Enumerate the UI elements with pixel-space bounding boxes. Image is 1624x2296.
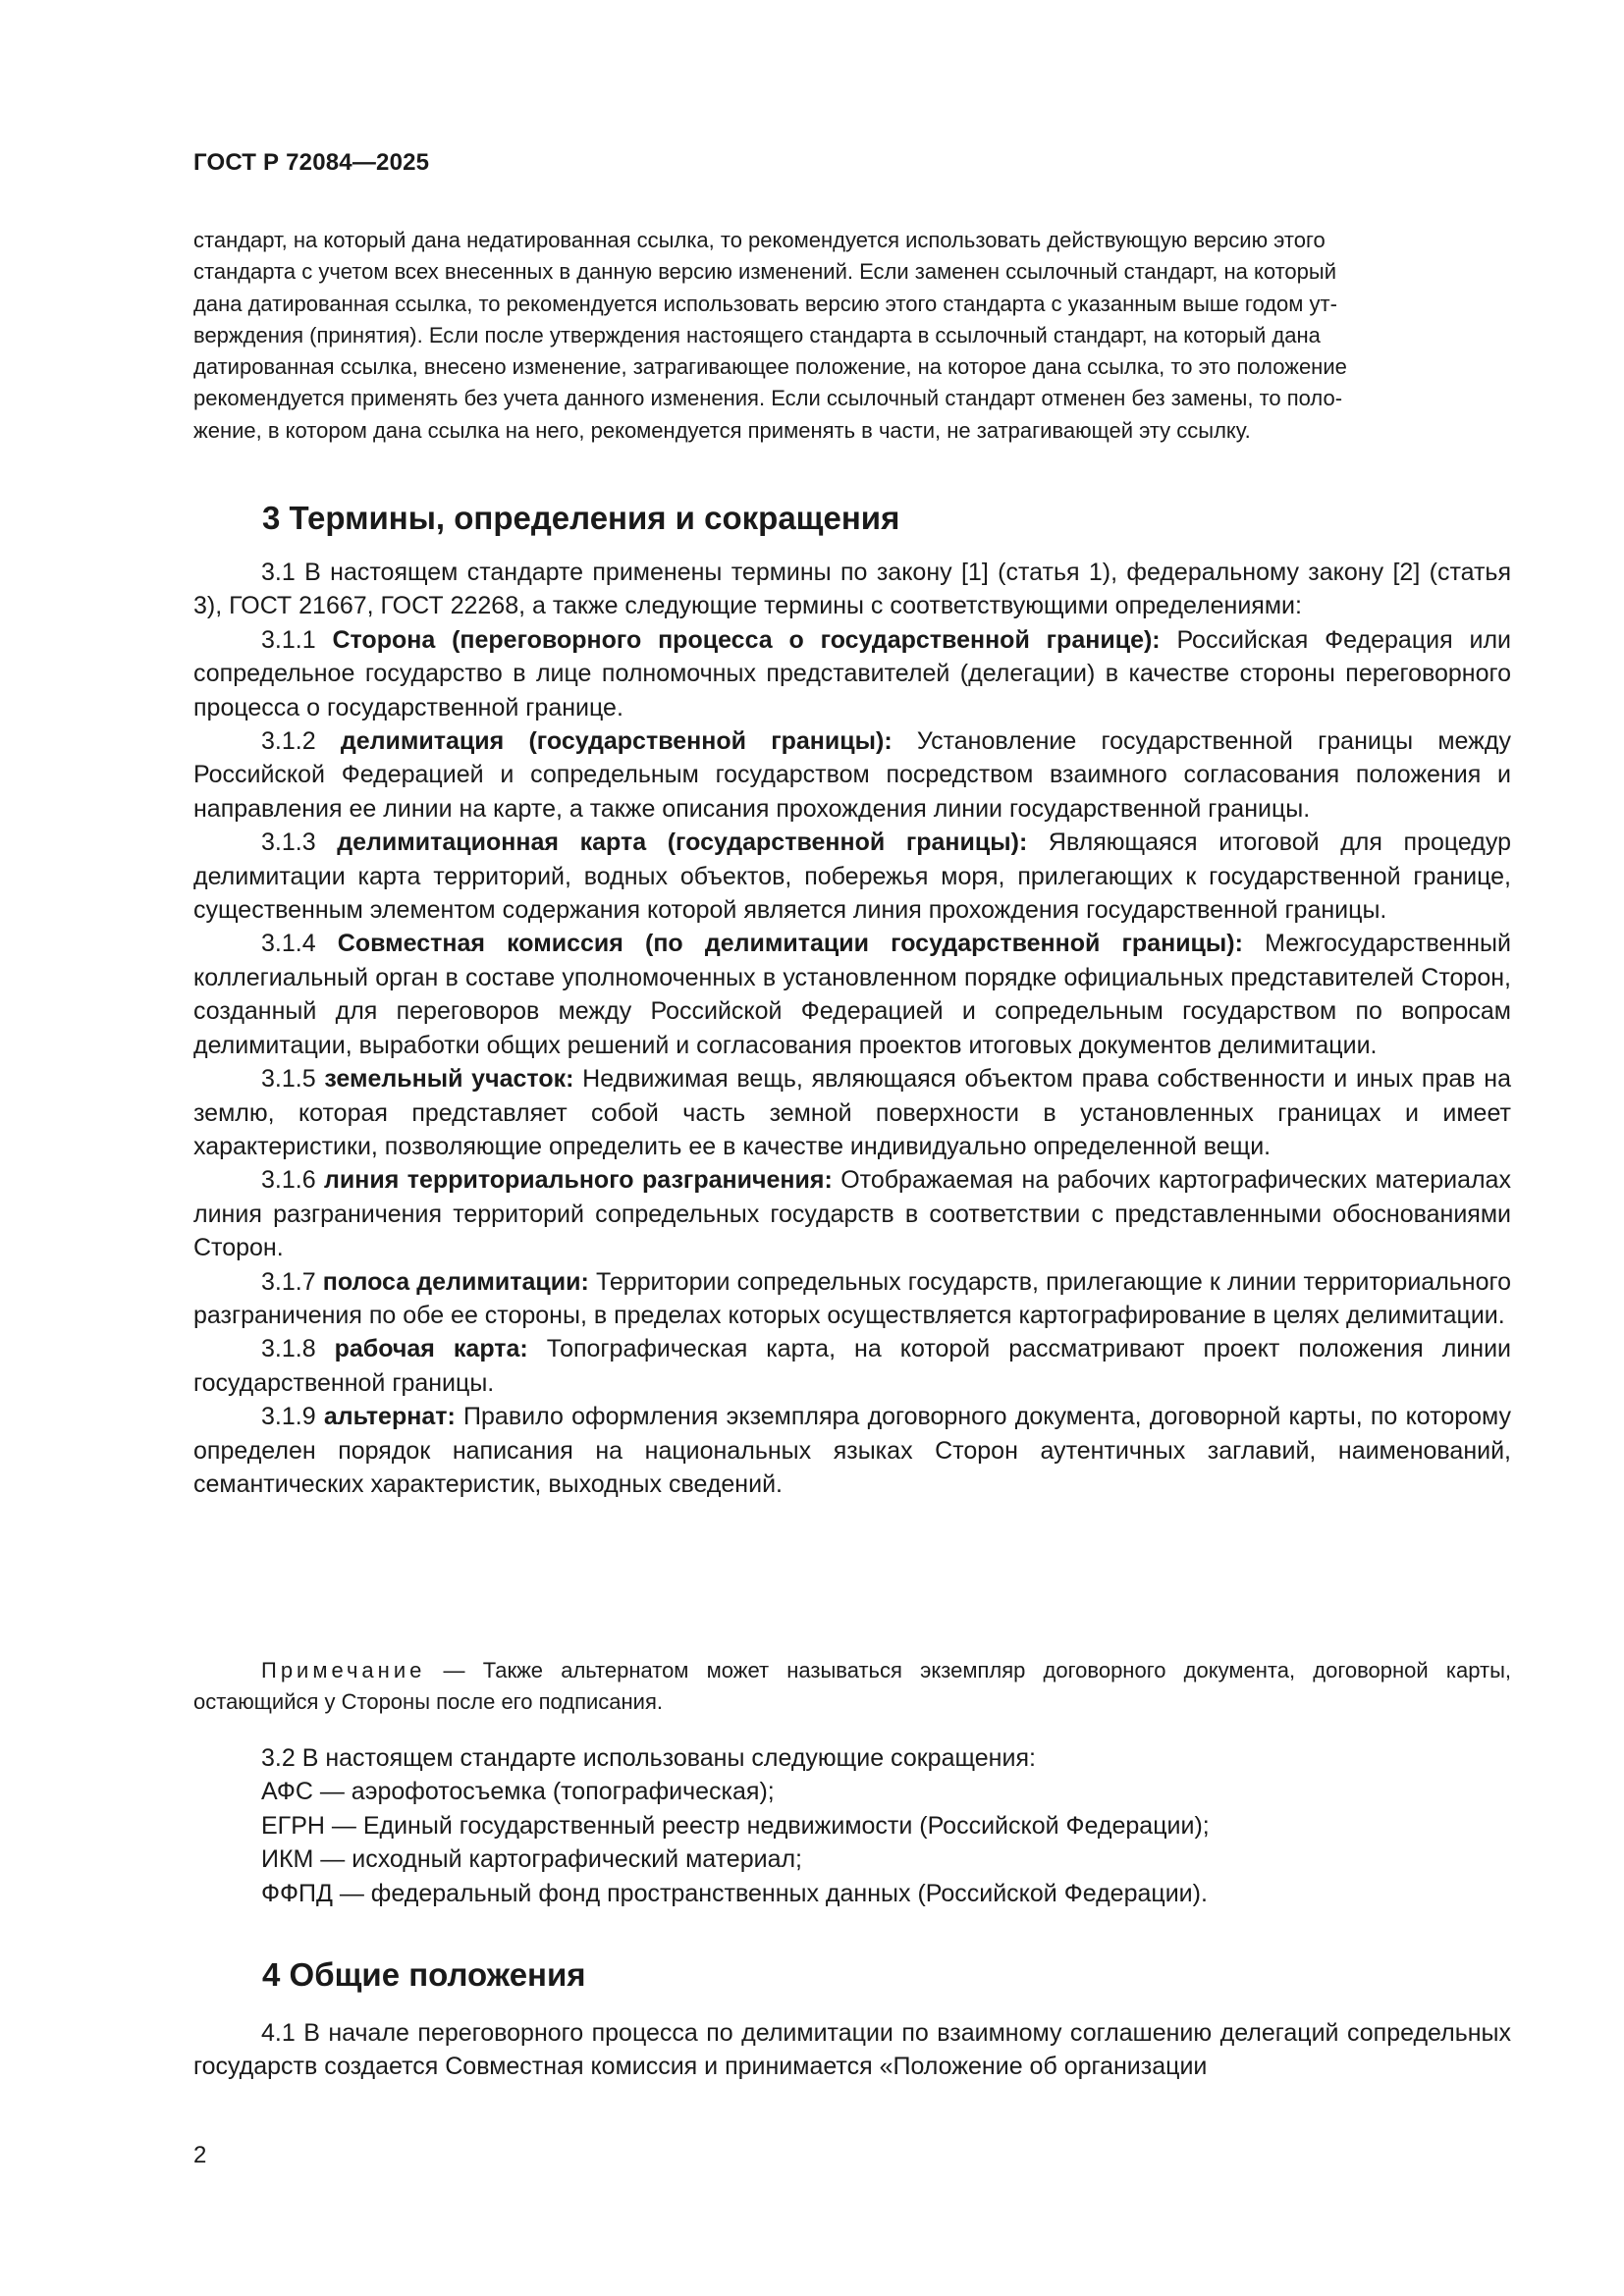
term-definition: Недвижимая вещь, являющаяся объектом права собственности и иных прав на землю, которая представляет собой часть земной поверхности в установленных границах и имеет характеристики, позволяющие определить ее в качестве индивидуально определенной вещи. (193, 1065, 1511, 1160)
term-number: 3.1.2 (261, 727, 341, 756)
term-title: земельный участок: (324, 1065, 574, 1094)
term-title: рабочая карта: (334, 1335, 528, 1363)
abbreviation-item: АФС — аэрофотосъемка (топографическая); (261, 1778, 775, 1806)
paragraph-4-1: 4.1 В начале переговорного процесса по делимитации по взаимному соглашению делегаций сопредельных государств создается Совместная комиссия и принимается «Положение об организации (193, 2019, 1511, 2081)
paragraph-3-1: 3.1 В настоящем стандарте применены термины по закону [1] (статья 1), федеральному закону [2] (статья 3), ГОСТ 21667, ГОСТ 22268, а также следующие термины с соответствующими определениями: (193, 559, 1511, 620)
section-3-body (193, 556, 1511, 1501)
term-definition: Топографическая карта, на которой рассматривают проект положения линии государственной границы. (193, 1335, 1511, 1397)
note-label: Примечание (261, 1658, 426, 1682)
abbreviation-item: ФФПД — федеральный фонд пространственных данных (Российской Федерации). (261, 1879, 1208, 1907)
intro-line: стандарта с учетом всех внесенных в данную версию изменений. Если заменен ссылочный стандарт, на который (193, 259, 1336, 285)
term-definition: Межгосударственный коллегиальный орган в составе уполномоченных в установленном порядке официальных представителей Сторон, созданный для переговоров между Российской Федерацией и сопредельным государством по вопросам делимитации, выработки общих решений и согласования проектов итоговых документов делимитации. (193, 930, 1511, 1059)
section-3-heading: 3 Термины, определения и сокращения (262, 500, 900, 536)
abbreviations-block (193, 1741, 1511, 1910)
term-number: 3.1.9 (261, 1403, 324, 1431)
term-title: линия территориального разграничения: (324, 1166, 833, 1195)
term-number: 3.1.7 (261, 1267, 323, 1296)
note (193, 1655, 1511, 1719)
term-number: 3.1.6 (261, 1166, 325, 1195)
intro-line: жение, в котором дана ссылка на него, рекомендуется применять в части, не затрагивающей эту ссылку. (193, 417, 1251, 443)
paragraph-3-2: 3.2 В настоящем стандарте использованы следующие сокращения: (261, 1744, 1036, 1772)
term-number: 3.1.5 (261, 1065, 325, 1094)
intro-line: дана датированная ссылка, то рекомендуется использовать версию этого стандарта с указанным выше годом ут- (193, 291, 1337, 316)
term-definition: Отображаемая на рабочих картографических материалах линия разграничения территорий сопредельных государств в соответствии с представленными обоснованиями Сторон. (193, 1166, 1511, 1262)
document-header: ГОСТ Р 72084—2025 (193, 149, 430, 176)
intro-line: датированная ссылка, внесено изменение, затрагивающее положение, на которое дана ссылка, то это положение (193, 354, 1347, 380)
term-definition: Правило оформления экземпляра договорного документа, договорной карты, по которому определен порядок написания на национальных языках Сторон аутентичных заглавий, наименований, семантических характеристик, выходных сведений. (193, 1403, 1511, 1498)
term-number: 3.1.8 (261, 1335, 335, 1363)
term-definition: Территории сопредельных государств, прилегающие к линии территориального разграничения по обе ее стороны, в пределах которых осуществляется картографирование в целях делимитации. (193, 1267, 1511, 1329)
note-text: — Также альтернатом может называться экземпляр договорного документа, договорной карты, остающийся у Стороны после его подписания. (193, 1658, 1511, 1715)
term-number: 3.1.1 (261, 625, 333, 654)
term-definition: Установление государственной границы между Российской Федерацией и сопредельным государством посредством взаимного согласования положения и направления ее линии на карте, а также описания прохождения линии государственной границы. (193, 727, 1511, 823)
term-3-1-8 (193, 1332, 1511, 1400)
intro-paragraph (193, 225, 1511, 447)
term-number: 3.1.4 (261, 930, 338, 958)
page-number: 2 (193, 2142, 207, 2168)
section-4-heading: 4 Общие положения (262, 1956, 586, 1993)
term-definition: Являющаяся итоговой для процедур делимитации карта территорий, водных объектов, побережья моря, прилегающих к государственной границе, существенным элементом содержания которой является линия прохождения государственной границы. (193, 828, 1511, 925)
term-3-1-9 (193, 1400, 1511, 1501)
term-3-1-6 (193, 1163, 1511, 1264)
term-title: полоса делимитации: (322, 1267, 589, 1296)
term-title: Сторона (переговорного процесса о государственной границе): (332, 625, 1161, 654)
abbreviation-item: ИКМ — исходный картографический материал; (261, 1845, 803, 1874)
term-title: Совместная комиссия (по делимитации государственной границы): (337, 930, 1243, 958)
term-title: делимитация (государственной границы): (340, 727, 893, 756)
section-4-body (193, 2016, 1511, 2084)
intro-line: рекомендуется применять без учета данного изменения. Если ссылочный стандарт отменен без замены, то поло- (193, 386, 1343, 411)
intro-line: верждения (принятия). Если после утверждения настоящего стандарта в ссылочный стандарт, на который дана (193, 322, 1321, 347)
intro-line: стандарт, на который дана недатированная ссылка, то рекомендуется использовать действующую версию этого (193, 228, 1326, 252)
abbreviation-item: ЕГРН — Единый государственный реестр недвижимости (Российской Федерации); (261, 1811, 1210, 1840)
term-3-1-4 (193, 927, 1511, 1062)
term-3-1-1 (193, 623, 1511, 724)
term-3-1-3 (193, 826, 1511, 927)
term-number: 3.1.3 (261, 828, 338, 857)
term-title: альтернат: (323, 1403, 456, 1431)
term-3-1-2 (193, 724, 1511, 826)
term-definition: Российская Федерация или сопредельное государство в лице полномочных представителей (делегации) в качестве стороны переговорного процесса о государственной границе. (193, 625, 1511, 721)
term-3-1-5 (193, 1062, 1511, 1163)
term-3-1-7 (193, 1265, 1511, 1333)
note-paragraph (193, 1655, 1511, 1719)
term-title: делимитационная карта (государственной границы): (337, 828, 1028, 857)
